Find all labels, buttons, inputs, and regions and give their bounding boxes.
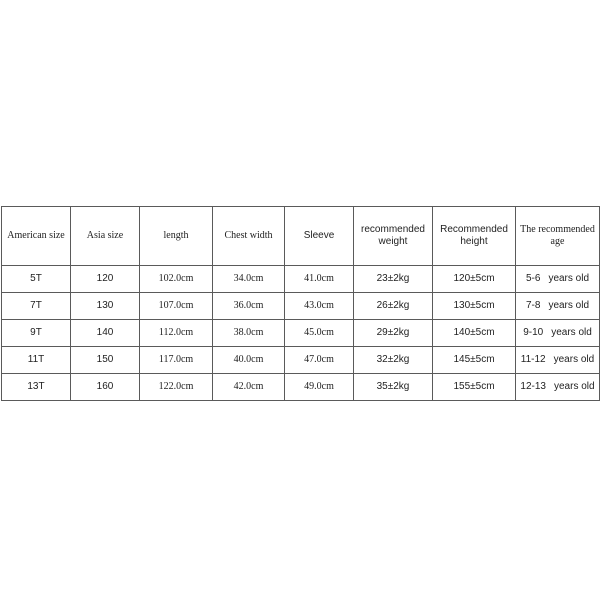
cell-sleeve: 47.0cm <box>285 347 354 374</box>
cell-sleeve: 41.0cm <box>285 266 354 293</box>
cell-sleeve: 43.0cm <box>285 293 354 320</box>
cell-chest-width: 36.0cm <box>213 293 285 320</box>
header-recommended-height: Recommended height <box>433 207 516 266</box>
age-range: 5-6 <box>525 273 541 284</box>
cell-chest-width: 42.0cm <box>213 374 285 401</box>
cell-age <box>516 320 600 347</box>
cell-sleeve: 49.0cm <box>285 374 354 401</box>
header-asia-size: Asia size <box>71 207 140 266</box>
cell-height: 140±5cm <box>433 320 516 347</box>
header-sleeve: Sleeve <box>285 207 354 266</box>
cell-chest-width: 40.0cm <box>213 347 285 374</box>
cell-weight: 29±2kg <box>354 320 433 347</box>
cell-height: 130±5cm <box>433 293 516 320</box>
age-unit: years old <box>551 327 592 338</box>
table-row <box>2 320 600 347</box>
age-unit: years old <box>548 273 590 284</box>
cell-age <box>516 293 600 320</box>
age-range: 7-8 <box>525 300 541 311</box>
table-row <box>2 374 600 401</box>
cell-age <box>516 374 600 401</box>
header-recommended-weight: recommended weight <box>354 207 433 266</box>
cell-american-size: 9T <box>2 320 71 347</box>
table-header-row <box>2 207 600 266</box>
cell-american-size: 5T <box>2 266 71 293</box>
cell-length: 107.0cm <box>140 293 213 320</box>
cell-weight: 32±2kg <box>354 347 433 374</box>
cell-american-size: 7T <box>2 293 71 320</box>
age-range: 9-10 <box>523 327 544 338</box>
table-row <box>2 293 600 320</box>
cell-american-size: 11T <box>2 347 71 374</box>
age-unit: years old <box>548 300 590 311</box>
cell-length: 102.0cm <box>140 266 213 293</box>
header-recommended-age: The recommended age <box>516 207 600 266</box>
cell-height: 145±5cm <box>433 347 516 374</box>
header-length: length <box>140 207 213 266</box>
cell-american-size: 13T <box>2 374 71 401</box>
cell-sleeve: 45.0cm <box>285 320 354 347</box>
age-range: 11-12 <box>520 354 546 365</box>
table-row <box>2 347 600 374</box>
cell-asia-size: 160 <box>71 374 140 401</box>
cell-asia-size: 150 <box>71 347 140 374</box>
cell-length: 112.0cm <box>140 320 213 347</box>
size-chart-table <box>1 206 600 401</box>
age-unit: years old <box>554 381 595 392</box>
age-unit: years old <box>553 354 595 365</box>
cell-asia-size: 130 <box>71 293 140 320</box>
cell-weight: 35±2kg <box>354 374 433 401</box>
cell-chest-width: 38.0cm <box>213 320 285 347</box>
header-chest-width: Chest width <box>213 207 285 266</box>
cell-asia-size: 120 <box>71 266 140 293</box>
cell-age <box>516 266 600 293</box>
cell-chest-width: 34.0cm <box>213 266 285 293</box>
cell-age <box>516 347 600 374</box>
table-row <box>2 266 600 293</box>
cell-length: 117.0cm <box>140 347 213 374</box>
cell-asia-size: 140 <box>71 320 140 347</box>
age-range: 12-13 <box>520 381 546 392</box>
cell-length: 122.0cm <box>140 374 213 401</box>
cell-height: 155±5cm <box>433 374 516 401</box>
cell-height: 120±5cm <box>433 266 516 293</box>
header-american-size: American size <box>2 207 71 266</box>
cell-weight: 23±2kg <box>354 266 433 293</box>
cell-weight: 26±2kg <box>354 293 433 320</box>
